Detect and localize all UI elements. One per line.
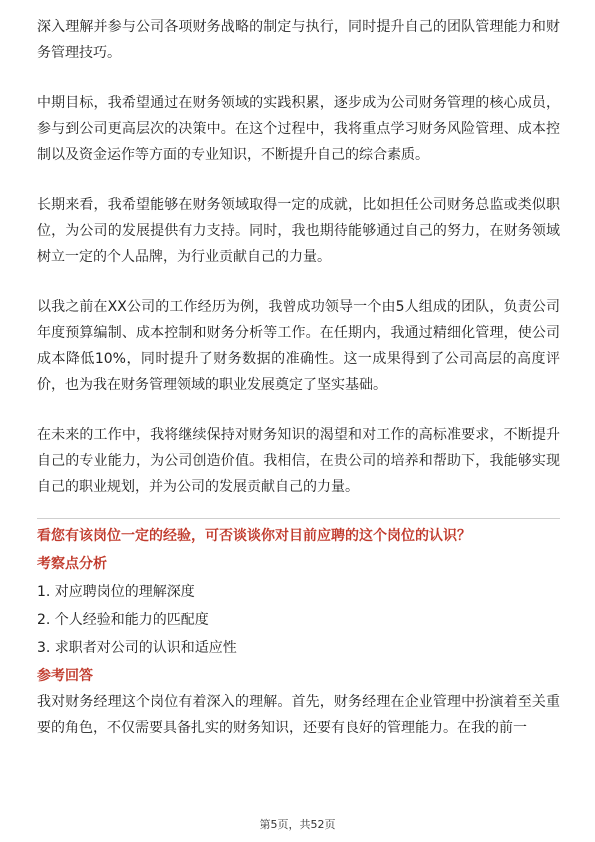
section-divider xyxy=(37,518,560,519)
analysis-item: 2. 个人经验和能力的匹配度 xyxy=(37,612,209,628)
analysis-item: 1. 对应聘岗位的理解深度 xyxy=(37,584,195,600)
answer-heading: 参考回答 xyxy=(37,668,93,684)
paragraph-gap xyxy=(37,398,560,422)
paragraph-1: 深入理解并参与公司各项财务战略的制定与执行，同时提升自己的团队管理能力和财务管理技巧。 xyxy=(37,19,560,61)
analysis-item: 3. 求职者对公司的认识和适应性 xyxy=(37,640,237,656)
paragraph-5: 在未来的工作中，我将继续保持对财务知识的渴望和对工作的高标准要求，不断提升自己的专业能力，为公司创造价值。我相信，在贵公司的培养和帮助下，我能够实现自己的职业规划，并为公司的发展贡献自己的力量。 xyxy=(37,427,560,495)
paragraph-2: 中期目标，我希望通过在财务领域的实践积累，逐步成为公司财务管理的核心成员，参与到公司更高层次的决策中。在这个过程中，我将重点学习财务风险管理、成本控制以及资金运作等方面的专业知识，不断提升自己的综合素质。 xyxy=(37,95,560,163)
paragraph-gap xyxy=(37,168,560,192)
answer-text: 我对财务经理这个岗位有着深入的理解。首先，财务经理在企业管理中扮演着至关重要的角色，不仅需要具备扎实的财务知识，还要有良好的管理能力。在我的前一 xyxy=(37,694,560,736)
interview-question: 看您有该岗位一定的经验，可否谈谈你对目前应聘的这个岗位的认识？ xyxy=(37,528,471,544)
analysis-heading: 考察点分析 xyxy=(37,556,107,572)
paragraph-4: 以我之前在XX公司的工作经历为例，我曾成功领导一个由5人组成的团队，负责公司年度预算编制、成本控制和财务分析等工作。在任期内，我通过精细化管理，使公司成本降低10%，同时提升了财务数据的准确性。这一成果得到了公司高层的高度评价，也为我在财务管理领域的职业发展奠定了坚实基础。 xyxy=(37,299,560,393)
paragraph-gap xyxy=(37,270,560,294)
paragraph-3: 长期来看，我希望能够在财务领域取得一定的成就，比如担任公司财务总监或类似职位，为公司的发展提供有力支持。同时，我也期待能够通过自己的努力，在财务领域树立一定的个人品牌，为行业贡献自己的力量。 xyxy=(37,197,560,265)
page-footer: 第5页，共52页 xyxy=(259,818,336,831)
document-page xyxy=(37,14,560,741)
paragraph-gap xyxy=(37,66,560,90)
